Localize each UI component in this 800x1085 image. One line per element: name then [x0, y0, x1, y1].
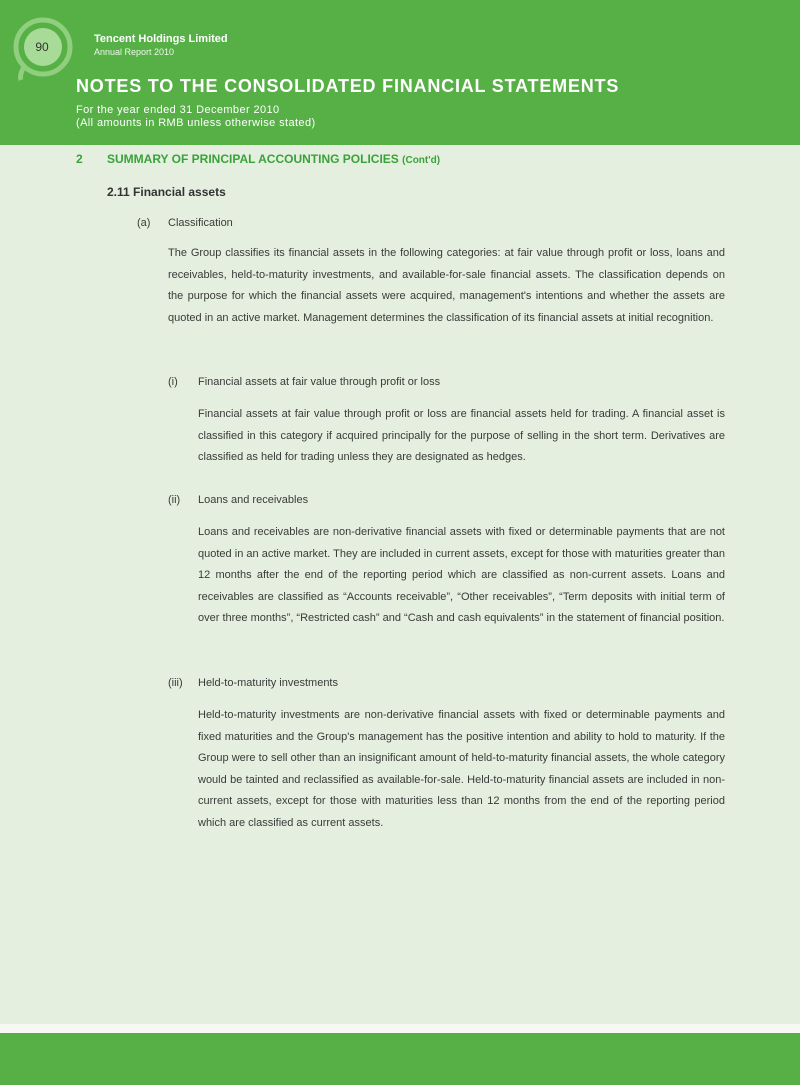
subsection-title: 2.11 Financial assets [107, 185, 226, 199]
item-ii-label: (ii) [168, 494, 181, 506]
currency-subtitle: (All amounts in RMB unless otherwise stated) [76, 117, 316, 129]
section-title: SUMMARY OF PRINCIPAL ACCOUNTING POLICIES [107, 152, 399, 166]
company-name: Tencent Holdings Limited [94, 33, 228, 45]
section-heading [76, 152, 440, 166]
section-number: 2 [76, 152, 83, 166]
item-ii-heading: Loans and receivables [198, 494, 309, 506]
item-iii-label: (iii) [168, 677, 183, 689]
item-a-paragraph: The Group classifies its financial assets in the following categories: at fair value through profit or loss, loans and receivables, held-to-maturity investments, and available-for-sale financial assets. The classification depends on the purpose for which the financial assets were acquired, management's intentions and whether the assets are quoted in an active market. Management determines the classification of its financial assets at initial recognition. [168, 247, 725, 324]
page-header-band [0, 0, 800, 145]
item-i-heading: Financial assets at fair value through profit or loss [198, 376, 441, 388]
item-ii-paragraph: Loans and receivables are non-derivative financial assets with fixed or determinable payments that are not quoted in an active market. They are included in current assets, except for those with maturities greater than 12 months after the end of the reporting period which are classified as non-current assets. Loans and receivables are classified as “Accounts receivable”, “Other receivables”, “Term deposits with initial term of over three months”, “Restricted cash” and “Cash and cash equivalents” in the statement of financial position. [198, 526, 725, 625]
page-footer-band [0, 1033, 800, 1085]
page-title: NOTES TO THE CONSOLIDATED FINANCIAL STATEMENTS [76, 76, 620, 96]
footer-divider [0, 1024, 800, 1033]
item-i-label: (i) [168, 376, 178, 388]
report-name: Annual Report 2010 [94, 47, 175, 57]
item-iii-paragraph: Held-to-maturity investments are non-derivative financial assets with fixed or determinable payments and fixed maturities and the Group's management has the positive intention and ability to hold to maturity. If the Group were to sell other than an insignificant amount of held-to-maturity financial assets, the whole category would be tainted and reclassified as available-for-sale. Held-to-maturity financial assets are included in non-current assets, except for those with maturities less than 12 months from the end of the reporting period which are classified as current assets. [198, 709, 725, 829]
item-a-heading: Classification [168, 217, 233, 229]
item-a-label: (a) [137, 217, 151, 229]
item-i-paragraph: Financial assets at fair value through profit or loss are financial assets held for trading. A financial asset is classified in this category if acquired principally for the purpose of selling in the short term. Derivatives are classified as held for trading unless they are designated as hedges. [198, 408, 725, 464]
section-cont: (Cont'd) [402, 155, 441, 166]
page-number: 90 [35, 40, 49, 54]
period-subtitle: For the year ended 31 December 2010 [76, 104, 280, 116]
item-iii-heading: Held-to-maturity investments [198, 677, 338, 689]
